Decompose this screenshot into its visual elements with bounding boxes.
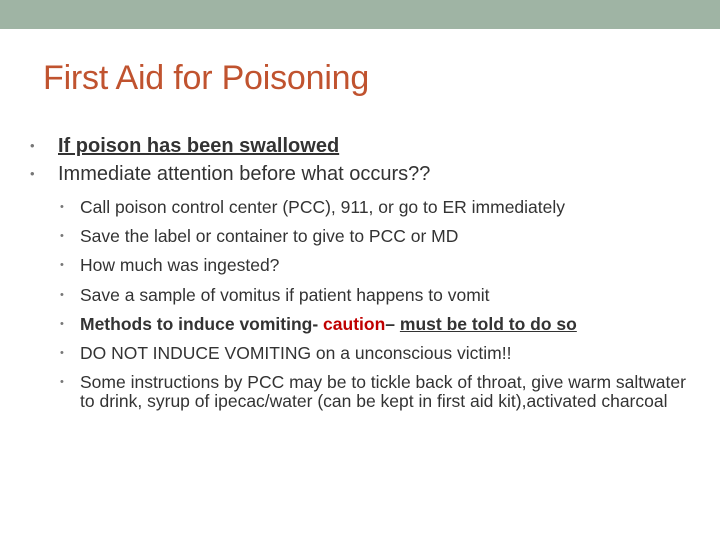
level2-item-label: Save the label or container to give to PCC or MD [80, 226, 459, 247]
level1-item-swallowed [30, 132, 700, 160]
level2-item-do-not-induce [60, 344, 690, 363]
level2-item-pcc-instructions [60, 373, 690, 411]
level2-item-save-label [60, 227, 690, 246]
bullet-icon: • [60, 230, 64, 243]
bullet-icon: • [30, 166, 35, 181]
level2-item-label: Some instructions by PCC may be to tickle back of throat, give warm saltwater to drink, syrup of ipecac/water (can be kept in first aid kit),activated charcoal [80, 372, 686, 412]
level1-item-label: If poison has been swallowed [58, 135, 340, 157]
dash-text: – [385, 313, 400, 334]
caution-text: caution [323, 313, 386, 334]
bullet-icon: • [60, 259, 64, 272]
level2-item-label: How much was ingested? [80, 255, 280, 276]
level2-item-label: Save a sample of vomitus if patient happens to vomit [80, 284, 490, 305]
bullet-icon: • [60, 201, 64, 213]
level2-item-call-pcc [60, 198, 690, 217]
must-be-told-text: must be told to do so [399, 313, 577, 334]
level1-item-label: Immediate attention before what occurs?? [58, 163, 431, 185]
level2-bullet-list [60, 198, 690, 421]
level2-item-save-sample [60, 286, 690, 305]
level2-item-how-much [60, 256, 690, 275]
level2-item-label: Call poison control center (PCC), 911, or go to ER immediately [80, 197, 566, 217]
top-accent-bar [0, 0, 720, 29]
bullet-icon: • [30, 138, 35, 153]
level2-item-induce-vomiting [60, 315, 690, 334]
induce-vomiting-text: Methods to induce vomiting- [80, 313, 324, 334]
bullet-icon: • [60, 346, 64, 359]
bullet-icon: • [60, 317, 64, 330]
level1-item-attention [30, 160, 700, 188]
bullet-icon: • [60, 288, 64, 301]
slide-title: First Aid for Poisoning [43, 59, 370, 97]
level1-bullet-list [30, 132, 700, 188]
level2-item-label: DO NOT INDUCE VOMITING on a unconscious victim!! [80, 342, 512, 363]
bullet-icon: • [60, 376, 64, 389]
